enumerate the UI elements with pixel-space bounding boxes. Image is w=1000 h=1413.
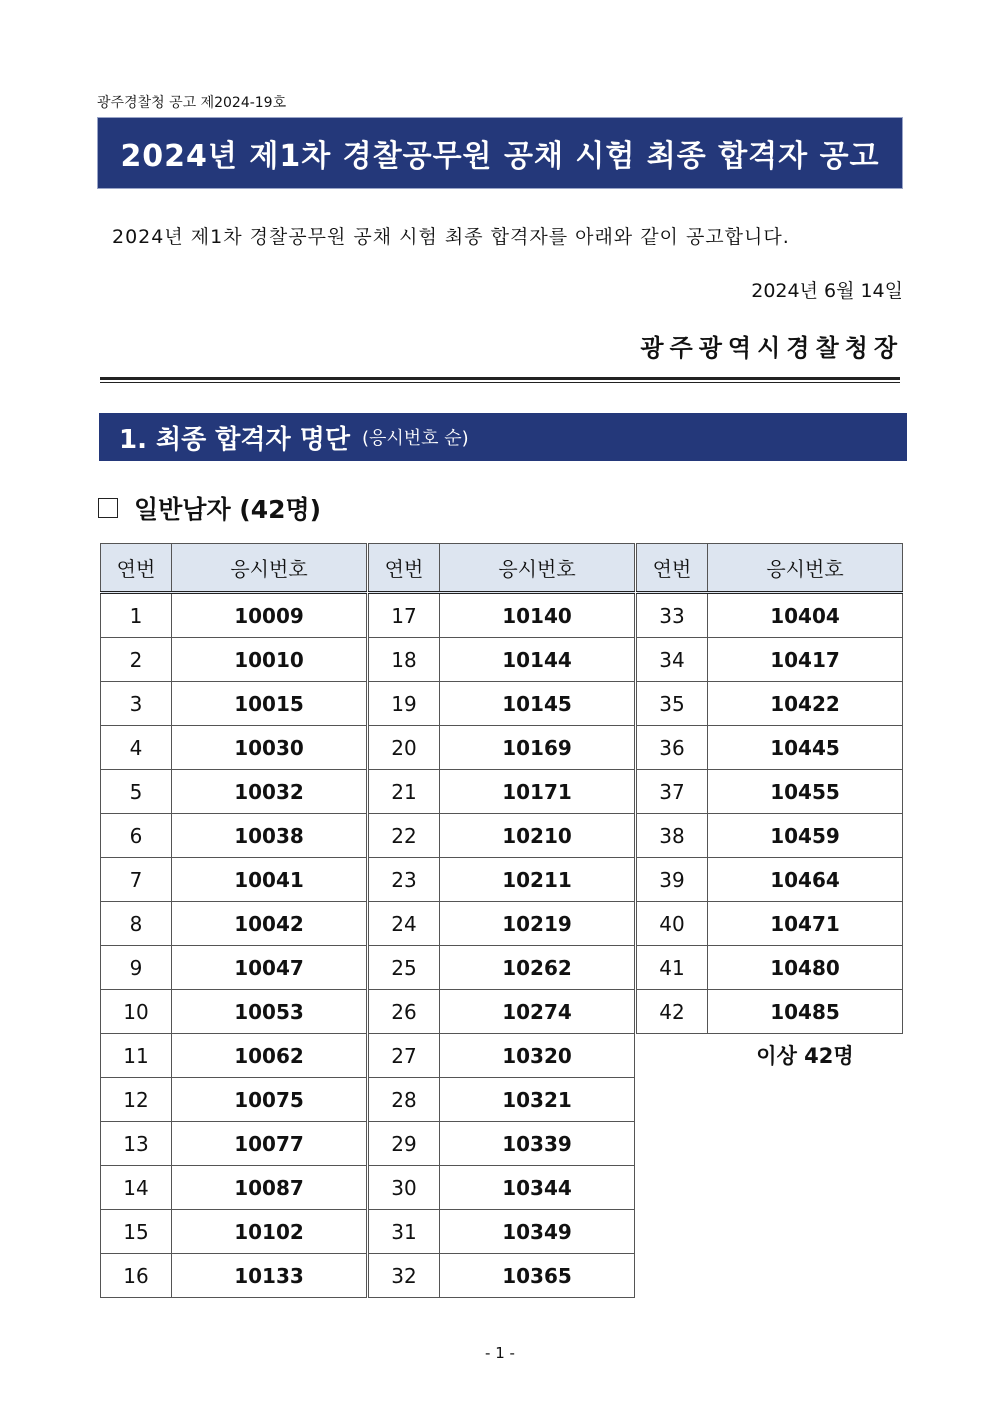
row-exam-number: 10211 [440,858,635,902]
row-exam-number: 10169 [440,726,635,770]
row-seq: 8 [101,902,172,946]
table-row [101,1078,367,1122]
row-seq: 13 [101,1122,172,1166]
row-seq: 1 [101,593,172,638]
row-seq: 11 [101,1034,172,1078]
row-seq: 42 [637,990,708,1034]
row-seq: 7 [101,858,172,902]
table-row [369,814,635,858]
row-exam-number: 10041 [172,858,367,902]
notice-number: 광주경찰청 공고 제2024-19호 [97,95,287,111]
row-exam-number: 10010 [172,638,367,682]
row-exam-number: 10480 [708,946,903,990]
table-row [637,638,903,682]
row-seq: 15 [101,1210,172,1254]
table-row [637,902,903,946]
row-exam-number: 10075 [172,1078,367,1122]
row-seq: 29 [369,1122,440,1166]
results-table-3 [636,543,903,1034]
row-exam-number: 10274 [440,990,635,1034]
header-seq: 연번 [369,544,440,593]
row-exam-number: 10455 [708,770,903,814]
table-row [637,990,903,1034]
row-seq: 40 [637,902,708,946]
results-table-1 [100,543,367,1298]
row-seq: 6 [101,814,172,858]
category-heading [98,490,321,526]
row-seq: 26 [369,990,440,1034]
row-exam-number: 10032 [172,770,367,814]
table-row [101,1254,367,1298]
table-row [101,638,367,682]
row-seq: 41 [637,946,708,990]
header-exam-number: 응시번호 [440,544,635,593]
row-exam-number: 10417 [708,638,903,682]
table-row [637,770,903,814]
divider-thin [100,382,900,383]
table-row [101,814,367,858]
results-table-2 [368,543,635,1298]
table-row [637,682,903,726]
row-seq: 33 [637,593,708,638]
row-seq: 2 [101,638,172,682]
row-seq: 27 [369,1034,440,1078]
intro-text: 2024년 제1차 경찰공무원 공채 시험 최종 합격자를 아래와 같이 공고합니다. [112,226,790,248]
row-seq: 23 [369,858,440,902]
table-row [369,593,635,638]
table-row [101,593,367,638]
issuer-name: 광주광역시경찰청장 [640,334,903,362]
row-exam-number: 10062 [172,1034,367,1078]
row-seq: 18 [369,638,440,682]
row-seq: 30 [369,1166,440,1210]
table-header-row [637,544,903,593]
row-seq: 20 [369,726,440,770]
page-number: - 1 - [485,1344,515,1362]
row-seq: 31 [369,1210,440,1254]
row-exam-number: 10038 [172,814,367,858]
row-exam-number: 10349 [440,1210,635,1254]
row-exam-number: 10320 [440,1034,635,1078]
header-seq: 연번 [637,544,708,593]
table-row [101,726,367,770]
section-subtitle: (응시번호 순) [361,428,469,449]
table-row [369,946,635,990]
table-row [369,858,635,902]
row-seq: 3 [101,682,172,726]
row-exam-number: 10459 [708,814,903,858]
table-row [637,858,903,902]
section-title: 1. 최종 합격자 명단 [119,424,350,455]
row-seq: 21 [369,770,440,814]
table-row [369,902,635,946]
row-seq: 24 [369,902,440,946]
table-row [101,902,367,946]
row-seq: 37 [637,770,708,814]
table-row [369,726,635,770]
table-header-row [369,544,635,593]
table-row [637,946,903,990]
divider-thick [100,377,900,380]
table-row [369,1210,635,1254]
table-row [637,593,903,638]
table-row [101,1210,367,1254]
row-exam-number: 10102 [172,1210,367,1254]
header-exam-number: 응시번호 [172,544,367,593]
table-row [101,1122,367,1166]
row-seq: 19 [369,682,440,726]
row-exam-number: 10219 [440,902,635,946]
table-row [101,682,367,726]
table-row [101,858,367,902]
row-exam-number: 10140 [440,593,635,638]
row-exam-number: 10042 [172,902,367,946]
table-row [369,990,635,1034]
row-exam-number: 10030 [172,726,367,770]
row-seq: 36 [637,726,708,770]
row-seq: 34 [637,638,708,682]
table-row [369,1034,635,1078]
row-exam-number: 10210 [440,814,635,858]
row-exam-number: 10171 [440,770,635,814]
row-seq: 4 [101,726,172,770]
table-header-row [101,544,367,593]
header-exam-number: 응시번호 [708,544,903,593]
table-row [369,1122,635,1166]
row-seq: 35 [637,682,708,726]
table-row [101,770,367,814]
total-count: 이상 42명 [756,1044,854,1068]
table-row [101,990,367,1034]
row-exam-number: 10422 [708,682,903,726]
table-row [637,726,903,770]
row-exam-number: 10015 [172,682,367,726]
row-exam-number: 10009 [172,593,367,638]
table-row [101,1034,367,1078]
row-seq: 38 [637,814,708,858]
issue-date: 2024년 6월 14일 [751,280,903,302]
row-seq: 16 [101,1254,172,1298]
table-row [369,1166,635,1210]
row-exam-number: 10321 [440,1078,635,1122]
row-seq: 14 [101,1166,172,1210]
row-seq: 25 [369,946,440,990]
document-title: 2024년 제1차 경찰공무원 공채 시험 최종 합격자 공고 [120,139,880,174]
row-exam-number: 10087 [172,1166,367,1210]
row-exam-number: 10077 [172,1122,367,1166]
section-banner [99,413,907,461]
table-row [101,946,367,990]
row-exam-number: 10471 [708,902,903,946]
row-exam-number: 10344 [440,1166,635,1210]
row-exam-number: 10485 [708,990,903,1034]
row-seq: 12 [101,1078,172,1122]
row-exam-number: 10133 [172,1254,367,1298]
table-row [369,638,635,682]
row-exam-number: 10464 [708,858,903,902]
row-seq: 17 [369,593,440,638]
table-row [369,1078,635,1122]
table-row [369,1254,635,1298]
table-row [369,770,635,814]
category-label: 일반남자 (42명) [134,495,322,524]
table-row [369,682,635,726]
header-seq: 연번 [101,544,172,593]
row-exam-number: 10047 [172,946,367,990]
row-seq: 9 [101,946,172,990]
row-exam-number: 10404 [708,593,903,638]
row-seq: 5 [101,770,172,814]
row-exam-number: 10145 [440,682,635,726]
checkbox-square-icon [98,498,118,518]
row-seq: 32 [369,1254,440,1298]
row-seq: 28 [369,1078,440,1122]
row-exam-number: 10339 [440,1122,635,1166]
row-seq: 22 [369,814,440,858]
row-exam-number: 10144 [440,638,635,682]
title-banner [97,117,903,189]
row-exam-number: 10262 [440,946,635,990]
row-exam-number: 10053 [172,990,367,1034]
row-exam-number: 10445 [708,726,903,770]
row-seq: 39 [637,858,708,902]
row-seq: 10 [101,990,172,1034]
table-row [637,814,903,858]
row-exam-number: 10365 [440,1254,635,1298]
table-row [101,1166,367,1210]
